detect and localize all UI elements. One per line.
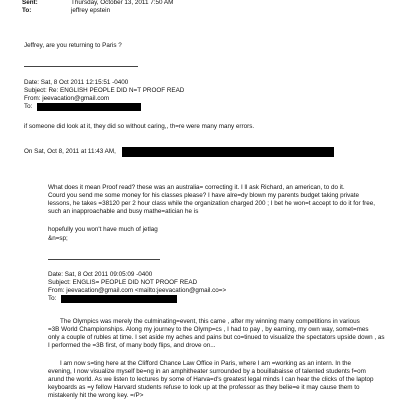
quoted-line: What does it mean Proof read? these was an australia= correcting it. I ll ask Richard, an american, to do it. [48,184,345,191]
sent-row [22,0,173,7]
sent-label: Sent: [22,0,38,6]
orig-para1-line: =3B World Championships. Along my journey to the Olymp=cs , I had to pay , by earning, my own way, somet=mes [48,326,369,333]
to-label: To: [22,7,32,14]
reply1-to: To: [24,103,33,110]
orig-para2-line: mistakenly hit the wrong key. =/P> [48,392,144,399]
quoted-line: Courd you send me some money for his classes please? I have alre=dy blown my parents budget taking private [48,192,359,199]
quoted-line: lessons, he takes =38120 per 2 hour class while the organization charged 200 ; I bet he won=t accept to do it for free, [48,200,375,207]
orig-para2-line: arund the world. As we listen to lectures by some of Harva=d's greatest legal minds I can hear the clicks of the laptop [48,376,374,383]
orig-from: From: jeevacation@gmail.com <mailto:jeevacation@gmail.co=> [48,287,227,294]
orig-para2-line: I am now s=ting here at the Clifford Chance Law Office in Paris, where I am =working as an intern. In the [60,360,351,367]
to-row [22,7,110,15]
orig-date: Date: Sat, 8 Oct 2011 09:05:09 -0400 [48,271,153,278]
redaction-block [122,147,334,157]
quote-intro: On Sat, Oct 8, 2011 at 11:43 AM, [24,148,116,155]
reply1-body: if someone did look at it, they did so without caring,, th=re were many many errors. [24,123,255,130]
quoted-jetlag: hopefully you won't have much of jetlag [48,226,158,233]
to-value: jeffrey epstein [71,7,111,14]
orig-para1-line: only a couple of rubles at time. I set aside my aches and pains but co=tinued to visualize the spectators upside down , as [48,334,385,341]
reply1-date: Date: Sat, 8 Oct 2011 12:15:51 -0400 [24,79,129,86]
redaction-block [61,295,177,303]
redaction-block [37,103,141,111]
orig-para1-line: I performed the =3B first, of many body flips, and drove on... [48,342,216,349]
divider [24,66,138,67]
divider [48,259,160,260]
sent-value: Thursday, October 13, 2011 7:50 AM [71,0,174,6]
reply1-subject: Subject: Re: ENGLISH PEOPLE DID N=T PROOF READ [24,87,185,94]
reply1-from: From: jeevacation@gmail.com [24,95,110,102]
orig-subject: Subject: ENGLIS= PEOPLE DID NOT PROOF READ [48,279,198,286]
orig-to: To: [48,295,57,302]
question-text: Jeffrey, are you returning to Paris ? [24,42,122,49]
orig-para2-line: evening, I now visualize myself be=ng in an amphitheater surrounded by a bouillabaisse of talented students f=om [48,368,366,375]
orig-para1-line: The Olympics was merely the culminating=event, this came , after my winning many competitions in various [60,318,360,325]
quoted-nbsp: &n=sp; [48,235,68,242]
quoted-line: such an inapproachable and busy mathe=atician he is [48,208,199,215]
orig-para2-line: keyboards as =y fellow Harvard students refuse to look up at the professor as they belie=e it may cause them to [48,384,360,391]
